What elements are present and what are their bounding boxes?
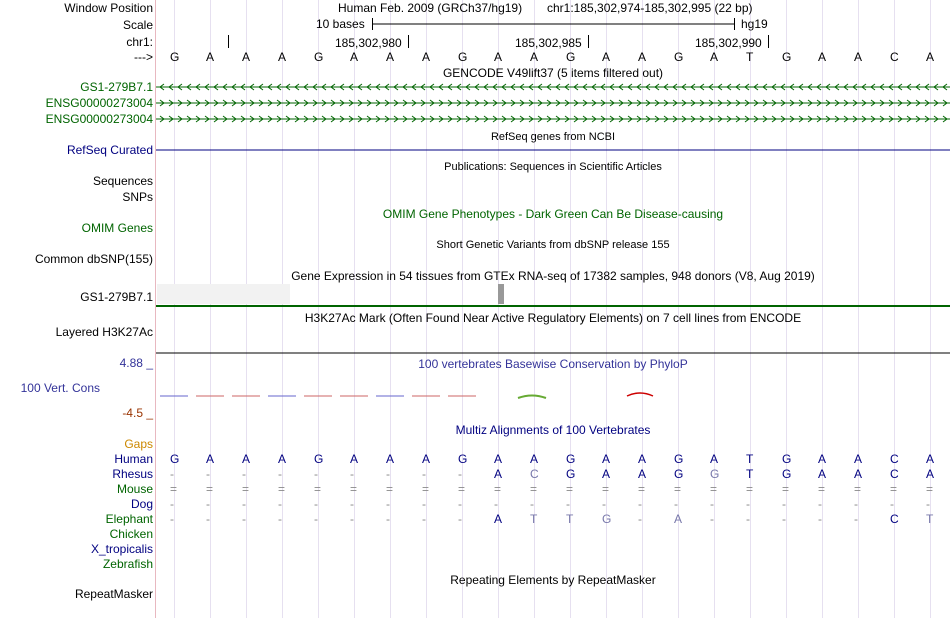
alignment-base: =	[530, 482, 538, 496]
base: C	[890, 50, 899, 64]
ruler-tick-1: 185,302,980	[335, 36, 402, 50]
phylop-track-title[interactable]: 100 vertebrates Basewise Conservation by PhyloP	[418, 357, 688, 371]
alignment-base: A	[854, 467, 863, 481]
alignment-base: T	[926, 512, 934, 526]
publications-snps-label[interactable]: SNPs	[122, 190, 153, 204]
gencode-item-label-3[interactable]: ENSG00000273004	[45, 112, 153, 126]
alignment-base: A	[602, 452, 611, 466]
alignment-base: =	[386, 482, 394, 496]
alignment-base: =	[746, 482, 754, 496]
alignment-base: -	[818, 512, 822, 526]
alignment-base: A	[350, 452, 359, 466]
chrom-label: chr1:	[126, 35, 153, 49]
alignment-base: -	[566, 497, 570, 511]
publications-track-title[interactable]: Publications: Sequences in Scientific Articles	[444, 161, 662, 173]
alignment-base: G	[674, 467, 684, 481]
alignment-base: -	[206, 467, 210, 481]
base: T	[746, 50, 754, 64]
alignment-base: -	[926, 497, 930, 511]
alignment-base: A	[242, 452, 251, 466]
alignment-base: -	[170, 467, 174, 481]
alignment-base: T	[566, 512, 574, 526]
alignment-base: -	[314, 497, 318, 511]
window-position-label: Window Position	[64, 1, 153, 15]
alignment-base: A	[386, 452, 395, 466]
alignment-base: -	[278, 497, 282, 511]
gencode-item-label-2[interactable]: ENSG00000273004	[45, 96, 153, 110]
alignment-base: -	[494, 497, 498, 511]
base: A	[638, 50, 647, 64]
alignment-base: C	[890, 452, 899, 466]
base: A	[242, 50, 251, 64]
species-label[interactable]: Elephant	[105, 512, 153, 526]
alignment-base: A	[818, 467, 827, 481]
gencode-track-title[interactable]: GENCODE V49lift37 (5 items filtered out)	[442, 66, 664, 80]
alignment-base: =	[422, 482, 430, 496]
base: G	[314, 50, 324, 64]
alignment-base: A	[926, 452, 935, 466]
base: A	[818, 50, 827, 64]
alignment-base: =	[710, 482, 718, 496]
base: A	[530, 50, 539, 64]
alignment-base: =	[458, 482, 466, 496]
multiz-track-title[interactable]: Multiz Alignments of 100 Vertebrates	[455, 423, 651, 437]
species-label[interactable]: Human	[114, 452, 153, 466]
alignment-base: A	[602, 467, 611, 481]
alignment-base: G	[566, 467, 576, 481]
species-label[interactable]: Chicken	[109, 527, 153, 541]
dbsnp-track-title[interactable]: Short Genetic Variants from dbSNP release 155	[436, 239, 670, 251]
alignment-base: T	[746, 467, 754, 481]
base: A	[422, 50, 431, 64]
scale-label: Scale	[122, 18, 153, 32]
gencode-item-label-1[interactable]: GS1-279B7.1	[80, 80, 153, 94]
assembly-name: Human Feb. 2009 (GRCh37/hg19)	[338, 1, 523, 15]
strand-arrow-label: --->	[134, 50, 153, 64]
alignment-base: -	[818, 497, 822, 511]
alignment-base: -	[242, 497, 246, 511]
base: A	[602, 50, 611, 64]
alignment-base: T	[746, 452, 754, 466]
alignment-base: -	[206, 497, 210, 511]
alignment-base: A	[710, 452, 719, 466]
base: G	[458, 50, 468, 64]
alignment-base: -	[890, 497, 894, 511]
alignment-base: -	[710, 512, 714, 526]
alignment-base: =	[602, 482, 610, 496]
alignment-base: -	[314, 467, 318, 481]
alignment-base: A	[422, 452, 431, 466]
alignment-base: A	[854, 452, 863, 466]
alignment-base: =	[638, 482, 646, 496]
alignment-base: -	[530, 497, 534, 511]
alignment-base: -	[422, 497, 426, 511]
base: A	[710, 50, 719, 64]
alignment-base: G	[170, 452, 180, 466]
alignment-base: G	[674, 452, 684, 466]
h3k27ac-track-label[interactable]: Layered H3K27Ac	[55, 325, 153, 339]
alignment-base: -	[350, 467, 354, 481]
alignment-base: A	[818, 452, 827, 466]
alignment-base: G	[710, 467, 720, 481]
alignment-base: -	[638, 512, 642, 526]
alignment-base: C	[530, 467, 539, 481]
alignment-base: -	[386, 512, 390, 526]
window-position-value: chr1:185,302,974-185,302,995 (22 bp)	[547, 1, 753, 15]
alignment-base: C	[890, 467, 899, 481]
species-label[interactable]: Dog	[130, 497, 153, 511]
alignment-base: -	[242, 512, 246, 526]
alignment-base: T	[530, 512, 538, 526]
alignment-base: -	[350, 512, 354, 526]
alignment-base: -	[458, 497, 462, 511]
alignment-base: -	[386, 497, 390, 511]
assembly-db: hg19	[741, 17, 768, 31]
gtex-bar	[498, 284, 504, 304]
alignment-base: A	[674, 512, 683, 526]
alignment-base: -	[350, 497, 354, 511]
alignment-base: -	[638, 497, 642, 511]
phylop-peak	[627, 393, 653, 396]
ruler-tick-2: 185,302,985	[515, 36, 582, 50]
alignment-base: C	[890, 512, 899, 526]
base: A	[386, 50, 395, 64]
omim-track-title[interactable]: OMIM Gene Phenotypes - Dark Green Can Be Disease-causing	[382, 207, 724, 221]
alignment-base: -	[170, 512, 174, 526]
base: A	[926, 50, 935, 64]
scale-bar-text: 10 bases	[316, 17, 365, 31]
alignment-base: G	[314, 452, 324, 466]
base: A	[854, 50, 863, 64]
alignment-base: -	[278, 512, 282, 526]
alignment-base: A	[530, 452, 539, 466]
alignment-base: A	[278, 452, 287, 466]
alignment-base: =	[170, 482, 178, 496]
alignment-base: =	[566, 482, 574, 496]
phylop-track-label[interactable]: 100 Vert. Cons	[20, 381, 100, 395]
alignment-base: -	[206, 512, 210, 526]
alignment-base: =	[782, 482, 790, 496]
alignment-base: -	[422, 512, 426, 526]
species-label[interactable]: Zebrafish	[102, 557, 153, 571]
phylop-min-label: -4.5 _	[122, 406, 153, 420]
alignment-base: =	[206, 482, 214, 496]
publications-sequences-label[interactable]: Sequences	[92, 174, 153, 188]
base: G	[566, 50, 576, 64]
alignment-base: =	[314, 482, 322, 496]
refseq-track-title[interactable]: RefSeq genes from NCBI	[490, 131, 616, 143]
alignment-base: =	[242, 482, 250, 496]
alignment-base: -	[782, 497, 786, 511]
alignment-base: =	[854, 482, 862, 496]
alignment-base: A	[926, 467, 935, 481]
alignment-base: =	[494, 482, 502, 496]
species-label[interactable]: X_tropicalis	[90, 542, 153, 556]
phylop-peak	[518, 396, 546, 399]
alignment-base: -	[674, 497, 678, 511]
alignment-base: A	[494, 467, 503, 481]
species-label[interactable]: Mouse	[116, 482, 153, 496]
alignment-base: -	[782, 512, 786, 526]
alignment-base: -	[854, 497, 858, 511]
alignment-base: =	[350, 482, 358, 496]
alignment-base: -	[242, 467, 246, 481]
alignment-base: -	[170, 497, 174, 511]
alignment-base: -	[386, 467, 390, 481]
alignment-base: =	[278, 482, 286, 496]
alignment-base: G	[782, 452, 792, 466]
alignment-base: =	[890, 482, 898, 496]
alignment-base: A	[494, 452, 503, 466]
alignment-base: G	[566, 452, 576, 466]
alignment-base: -	[746, 497, 750, 511]
base: A	[278, 50, 287, 64]
alignment-base: -	[458, 467, 462, 481]
ruler-tick-3: 185,302,990	[695, 36, 762, 50]
alignment-base: -	[602, 497, 606, 511]
phylop-max-label: 4.88 _	[119, 356, 153, 370]
omim-track-label[interactable]: OMIM Genes	[81, 221, 153, 235]
alignment-base: -	[458, 512, 462, 526]
repeatmasker-track-title[interactable]: Repeating Elements by RepeatMasker	[450, 573, 656, 587]
base: G	[170, 50, 180, 64]
h3k27ac-track-title[interactable]: H3K27Ac Mark (Often Found Near Active Regulatory Elements) on 7 cell lines from ENCODE	[304, 311, 802, 325]
alignment-base: A	[638, 467, 647, 481]
gtex-bar-light	[157, 284, 290, 304]
alignment-base: -	[314, 512, 318, 526]
base: A	[206, 50, 215, 64]
base: G	[782, 50, 792, 64]
alignment-base: A	[638, 452, 647, 466]
alignment-base: =	[926, 482, 934, 496]
alignment-base: -	[710, 497, 714, 511]
alignment-base: A	[494, 512, 503, 526]
dbsnp-track-label[interactable]: Common dbSNP(155)	[34, 252, 153, 266]
gaps-label[interactable]: Gaps	[124, 437, 153, 451]
alignment-base: =	[818, 482, 826, 496]
alignment-base: G	[458, 452, 468, 466]
alignment-base: -	[422, 467, 426, 481]
alignment-base: G	[782, 467, 792, 481]
species-label[interactable]: Rhesus	[112, 467, 153, 481]
alignment-base: -	[854, 512, 858, 526]
alignment-base: -	[746, 512, 750, 526]
repeatmasker-track-label[interactable]: RepeatMasker	[74, 587, 153, 601]
gtex-track-label[interactable]: GS1-279B7.1	[80, 290, 153, 304]
alignment-base: G	[602, 512, 612, 526]
alignment-base: -	[278, 467, 282, 481]
gtex-track-title[interactable]: Gene Expression in 54 tissues from GTEx RNA-seq of 17382 samples, 948 donors (V8, Aug 2019)	[291, 269, 815, 283]
base: G	[674, 50, 684, 64]
alignment-base: =	[674, 482, 682, 496]
alignment-base: A	[206, 452, 215, 466]
base: A	[494, 50, 503, 64]
refseq-track-label[interactable]: RefSeq Curated	[66, 143, 153, 157]
base: A	[350, 50, 359, 64]
